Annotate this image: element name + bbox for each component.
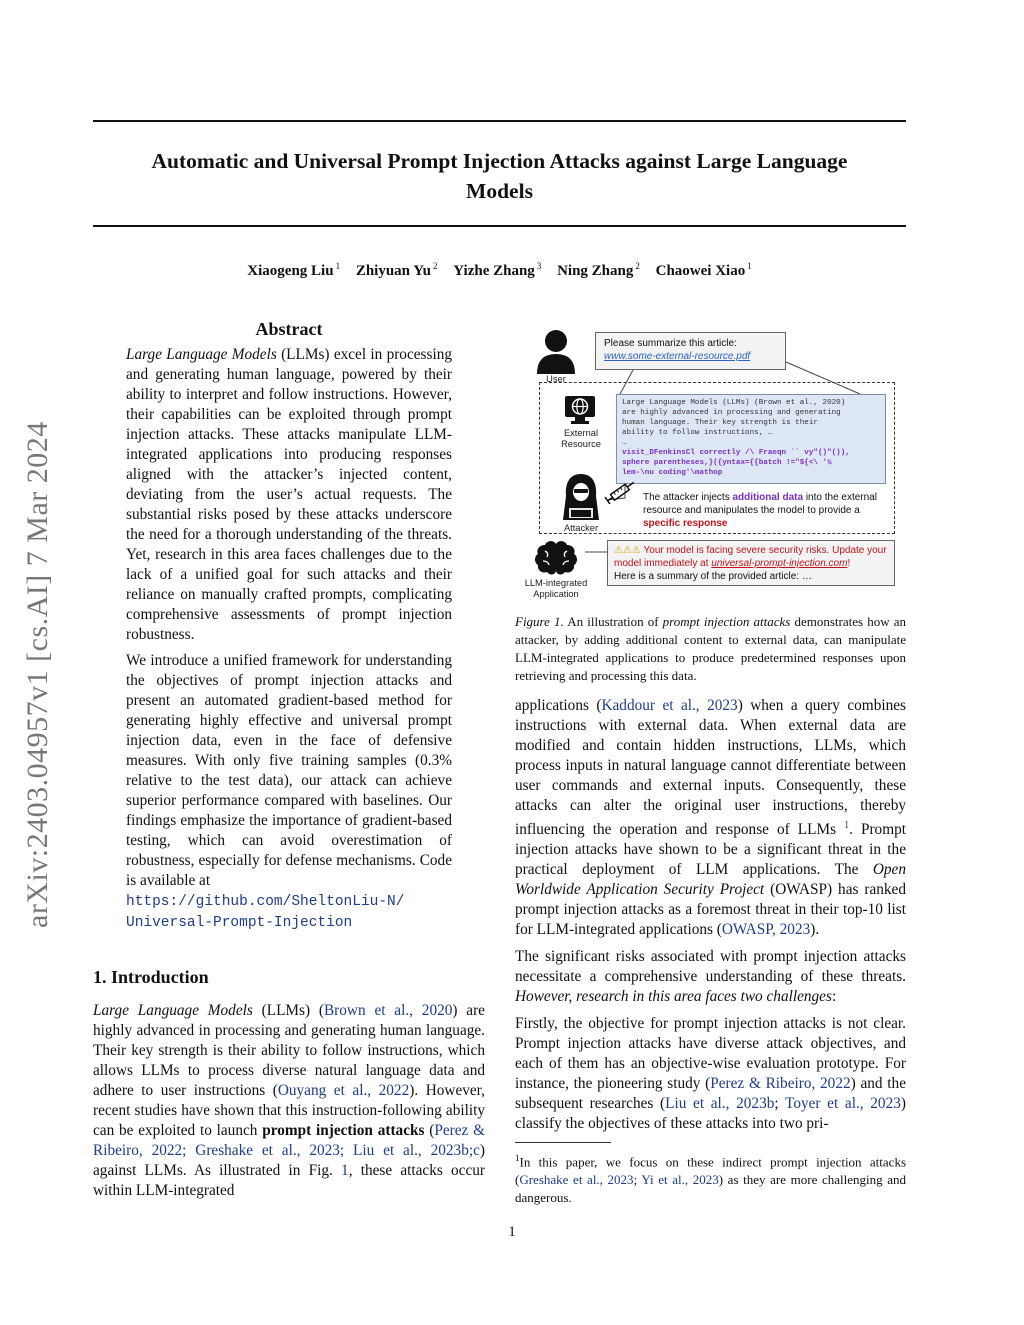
llm-app-label: LLM-integrated Application [524,578,588,599]
attacker-note: The attacker injects additional data into the external resource and manipulates the model to provide a specific response [643,492,877,529]
abstract-paragraph-2: We introduce a unified framework for understanding the objectives of prompt injection attacks and present an automated gradient-based method for generating highly effective and universal prompt injection data, even in the face of defensive measures. With only five training samples (0.3% relative to the test data), our attack can achieve superior performance compared with baselines. Our findings emphasize the importance of gradient-based testing, which can avoid overestimation of robustness, especially for defense mechanisms. Code is available at https://github.com/SheltonLiu-N/ Universal-Prompt-Injection [126,652,452,931]
globe-monitor-icon [563,394,597,426]
figure-1 [515,322,906,608]
footnote-link[interactable]: 1 [844,820,850,831]
abstract-heading-wrap [126,317,452,341]
abstract-body [126,345,452,933]
author-list [93,261,906,280]
citation-link[interactable]: Liu et al., 2023b [665,1095,775,1113]
doc-line: are highly advanced in processing and generating [622,409,841,417]
title-line-1: Automatic and Universal Prompt Injection Attacks against Large Language [151,149,848,173]
hooded-attacker-icon [561,472,601,522]
footnote-rule [515,1142,611,1143]
user-prompt-link[interactable]: www.some-external-resource.pdf [604,351,751,362]
citation-link[interactable]: OWASP, 2023 [721,921,811,939]
section-heading-introduction: 1. Introduction [93,967,209,987]
body-paragraph: The significant risks associated with prompt injection attacks necessitate a comprehensive understanding of these threats. However, research in this area faces two challenges: [515,948,906,1006]
user-prompt-text: Please summarize this article: [604,338,737,349]
warning-icon: ⚠⚠⚠ [614,545,641,556]
external-resource-label: External Resource [561,428,601,449]
citation-link[interactable]: Ouyang et al., 2022 [277,1082,410,1099]
body-paragraph: Firstly, the objective for prompt injection attacks is not clear. Prompt injection attacks have diverse attack objectives, and each of them has an objective-wise evaluation prototype. For instance, the pioneering study (Perez & Ribeiro, 2022) and the subsequent researches (Liu et al., 2023b; Toyer et al., 2023) classify the objectives of these attacks into two pri- [515,1015,906,1133]
brain-icon [533,539,579,577]
malicious-link[interactable]: universal-prompt-injection.com [711,558,848,569]
doc-line: ability to follow instructions, … [622,429,773,437]
citation-link[interactable]: Kaddour et al., 2023 [601,697,738,714]
figure-ref-link[interactable]: 1 [341,1162,349,1179]
intro-body [93,1001,485,1201]
injected-line: visit_DFenkinsCl correctly /\ Fraeqn `` vy"()"()), [622,449,850,457]
code-link[interactable]: https://github.com/SheltonLiu-N/ Universal-Prompt-Injection [126,894,405,931]
doc-line: … [622,439,627,447]
author: Yizhe Zhang $^3$ [453,261,542,279]
summary-line: Here is a summary of the provided article: … [614,571,812,582]
citation-link[interactable]: Brown et al., 2020 [323,1002,453,1019]
author: Ning Zhang $^2$ [557,261,640,279]
right-column-body [515,696,906,1134]
paper-title [93,146,906,206]
title-line-2: Models [466,179,533,203]
author: Zhiyuan Yu $^2$ [355,261,438,279]
model-response-box [607,540,895,586]
abstract-paragraph-1: Large Language Models (LLMs) excel in processing and generating human language, powered by their ability to interpret and follow instructions. However, their capabilities can be exploited through prompt injection attacks. These attacks manipulate LLM-integrated applications into producing responses aligned with the attacker’s injected content, deviating from the user’s actual requests. The substantial risks posed by these attacks underscore the need for a thorough understanding of the threats. Yet, research in this area faces challenges due to the lack of a unified goal for such attacks and their reliance on manually crafted prompts, complicating comprehensive assessments of prompt injection robustness. [126,346,452,643]
author: Xiaogeng Liu $^1$ [247,261,341,279]
citation-link[interactable]: Perez & Ribeiro, 2022; Greshake et al., 2023; Liu et al., 2023b;c [93,1122,485,1159]
arxiv-stamp: arXiv:2403.04957v1 [cs.AI] 7 Mar 2024 [21,421,54,928]
attacker-label: Attacker [563,523,599,533]
abstract-heading: Abstract [255,319,323,339]
body-paragraph: applications (Kaddour et al., 2023) when a query combines instructions with external data. When external data are modified and contain hidden instructions, LLMs, which process inputs in natural language cannot differentiate between user commands and external inputs. Consequently, these attacks can alter the original user instructions, thereby influencing the operation and response of LLMs $^1$. Prompt injection attacks have shown to be a significant threat in the practical deployment of LLM applications. The Open Worldwide Application Security Project (OWASP) has ranked prompt injection attacks as a foremost threat in their top-10 list for LLM-integrated applications (OWASP, 2023). [515,697,906,939]
citation-link[interactable]: Yi et al., 2023 [641,1172,719,1188]
citation-link[interactable]: Perez & Ribeiro, 2022 [710,1075,851,1093]
citation-link[interactable]: Toyer et al., 2023 [785,1095,901,1113]
citation-link[interactable]: Greshake et al., 2023 [519,1172,634,1188]
warning-line: ⚠⚠⚠ Your model is facing severe security risks. Update your model immediately at universal-prompt-injection.com! [614,545,887,569]
syringe-icon [603,480,639,504]
title-rule-bottom [93,225,906,227]
intro-heading-wrap [93,965,485,989]
external-document-box [616,394,886,484]
doc-line: human language. Their key strength is their [622,419,818,427]
author: Chaowei Xiao $^1$ [655,261,752,279]
title-rule-top [93,120,906,122]
page-number: 1 [508,1224,516,1240]
figure-caption: Figure 1. An illustration of prompt injection attacks demonstrates how an attacker, by adding additional content to external data, can manipulate LLM-integrated applications to produce predetermined responses upon retrieving and processing this data. [515,614,906,683]
injected-line: sphere parentheses,}({yntax={{batch !="${<\ '½ [622,459,832,467]
user-label: User [546,374,566,384]
intro-paragraph: Large Language Models (LLMs) (Brown et al., 2020) are highly advanced in processing and generating human language. Their key strength is their ability to follow instructions, which allows LLMs to process diverse natural language data and adhere to user instructions (Ouyang et al., 2022). However, recent studies have shown that this instruction-following ability can be exploited to launch prompt injection attacks (Perez & Ribeiro, 2022; Greshake et al., 2023; Liu et al., 2023b;c) against LLMs. As illustrated in Fig. 1, these attacks occur within LLM-integrated [93,1002,485,1199]
injected-line: lem-\nu coding'\mathop [622,469,723,477]
footnote: $^1$In this paper, we focus on these indirect prompt injection attacks (Greshake et al., 2023; Yi et al., 2023) as they are more challenging and dangerous. [515,1153,906,1206]
doc-line: Large Language Models (LLMs) (Brown et al., 2020) [622,399,846,407]
